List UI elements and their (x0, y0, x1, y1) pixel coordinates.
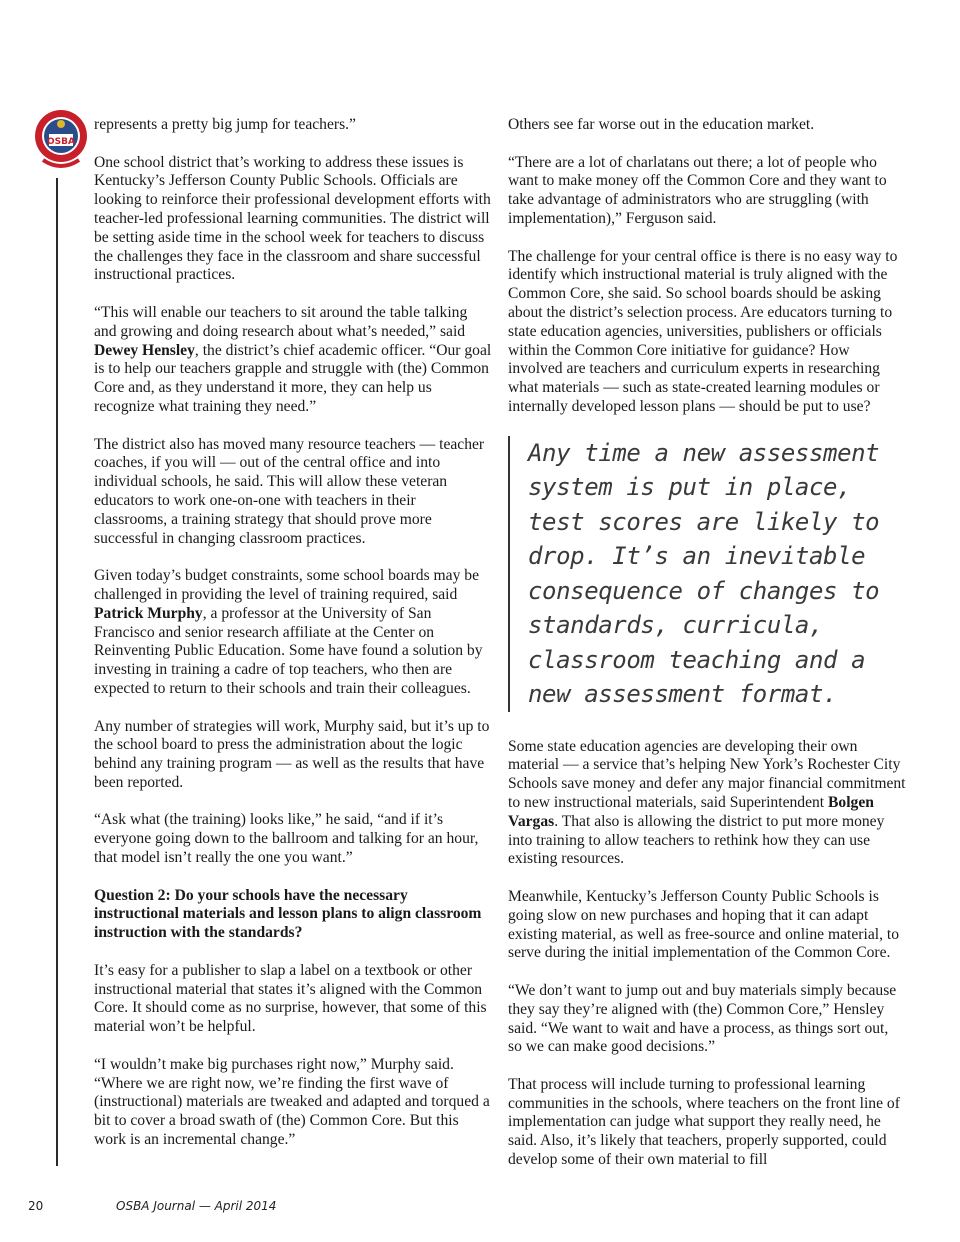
person-name: Bolgen Vargas (508, 793, 874, 830)
paragraph: That process will include turning to professional learning communities in the schools, where teachers on the front line of implementation can judge what support they really need, he said. Also, it’s likely that teachers, properly supported, could develop some of their own material to fill (508, 1075, 900, 1169)
osba-seal-logo (33, 108, 89, 176)
paragraph: It’s easy for a publisher to slap a label on a textbook or other instructional material that states it’s aligned with the Common Core. It should come as no surprise, however, that some of this material won’t be helpful. (94, 961, 487, 1036)
paragraph: “This will enable our teachers to sit around the table talking and growing and doing research about what’s needed,” said Dewey Hensley, the district’s chief academic officer. “Our goal is to help our teachers grapple and struggle with (the) Common Core and, as they understand it more, they can help us recognize what training they need.” (94, 303, 492, 415)
pull-quote: Any time a new assessment system is put in place, test scores are likely to drop. It’s an inevitable consequence of changes to standards, curricula, classroom teaching and a new assessment format. (508, 436, 906, 712)
svg-text:OSBA: OSBA (47, 137, 75, 147)
left-column (94, 116, 492, 1169)
paragraph: One school district that’s working to address these issues is Kentucky’s Jefferson County Public Schools. Officials are looking to reinforce their professional development efforts with teacher-led professional learning communities. The district will be setting aside time in the school week for teachers to discuss the challenges they face in the classroom and share successful instructional practices. (94, 153, 491, 284)
person-name: Dewey Hensley (94, 341, 195, 359)
left-margin-rule (56, 178, 58, 1166)
paragraph: “Ask what (the training) looks like,” he said, “and if it’s everyone going down to the ballroom and talking for an hour, that model isn’t really the one you want.” (94, 811, 479, 867)
right-column (508, 116, 906, 1170)
page-number: 20 (28, 1199, 44, 1213)
person-name: Patrick Murphy (94, 604, 203, 622)
section-heading: Question 2: Do your schools have the necessary instructional materials and lesson plans to align classroom instruction with the standards? (94, 886, 482, 942)
paragraph: Some state education agencies are developing their own material — a service that’s helping New York’s Rochester City Schools save money and defer any major financial commitment to new instructional materials, said Superintendent Bolgen Vargas. That also is allowing the district to put more money into training to allow teachers to rethink how they can use existing resources. (508, 737, 906, 868)
paragraph: Any number of strategies will work, Murphy said, but it’s up to the school board to press the administration about the logic behind any training program — as well as the results that have been reported. (94, 717, 490, 791)
paragraph: “There are a lot of charlatans out there; a lot of people who want to make money off the Common Core and they want to take advantage of administrators who are struggling (with implementation),” Ferguson said. (508, 153, 887, 227)
paragraph: “We don’t want to jump out and buy materials simply because they say they’re aligned with (the) Common Core,” Hensley said. “We want to wait and have a process, as things sort out, so we can make good decisions.” (508, 981, 897, 1056)
paragraph: “I wouldn’t make big purchases right now,” Murphy said. “Where we are right now, we’re finding the first wave of (instructional) materials are tweaked and adapted and torqued a bit to cover a broad swath of (the) Common Core. But this work is an incremental change.” (94, 1055, 490, 1149)
paragraph: represents a pretty big jump for teachers.” (94, 116, 356, 133)
paragraph: The district also has moved many resource teachers — teacher coaches, if you will — out of the central office and into individual schools, he said. This will allow these veteran educators to work one-on-one with teachers in their classrooms, a training strategy that should prove more successful in changing classroom practices. (94, 435, 485, 547)
paragraph: The challenge for your central office is there is no easy way to identify which instructional material is truly aligned with the Common Core, she said. So school boards should be asking about the district’s selection process. Are educators turning to state education agencies, universities, publishers or officials within the Common Core initiative for guidance? How involved are teachers and curriculum experts in researching what materials — such as state-created learning modules or internally developed lesson plans — should be put to use? (508, 247, 898, 415)
paragraph: Given today’s budget constraints, some school boards may be challenged in providing the level of training required, said Patrick Murphy, a professor at the University of San Francisco and senior research affiliate at the Center on Reinventing Public Education. Some have found a solution by investing in training a cadre of top teachers, who then are expected to return to their schools and train their colleagues. (94, 567, 483, 697)
paragraph: Meanwhile, Kentucky’s Jefferson County Public Schools is going slow on new purchases and hoping that it can adapt existing material, as well as free-source and online material, to serve during the initial implementation of the Common Core. (508, 887, 899, 962)
paragraph: Others see far worse out in the education market. (508, 116, 815, 133)
publication-title: OSBA Journal — April 2014 (116, 1199, 277, 1213)
